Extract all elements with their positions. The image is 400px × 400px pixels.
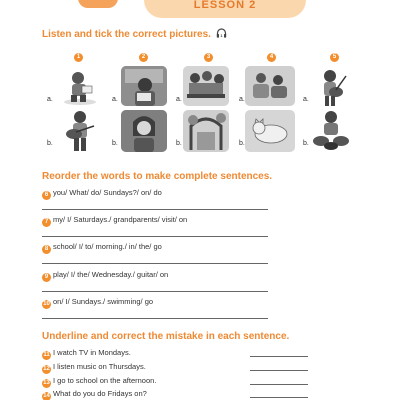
q4-a-label: a. [239, 96, 245, 103]
q2-a-picture[interactable] [121, 66, 167, 106]
q5-b-label: b. [303, 140, 309, 147]
section3-heading: Underline and correct the mistake in each sentence. [42, 331, 290, 342]
reorder-item-6 [42, 188, 162, 200]
reorder-item-10 [42, 297, 153, 309]
q1-a-picture[interactable] [60, 66, 98, 106]
mascot-tab [78, 0, 118, 8]
q3-a-picture[interactable] [183, 66, 229, 106]
item-number: 11 [43, 352, 50, 358]
girl-reading-picture-icon [121, 66, 167, 106]
answer-line-7[interactable] [42, 236, 268, 237]
section2-heading: Reorder the words to make complete sentences. [42, 171, 273, 182]
q4-b-label: b. [239, 140, 245, 147]
q5-b-picture[interactable] [311, 108, 351, 152]
reorder-item-9 [42, 270, 168, 282]
correct-item-14 [42, 389, 147, 400]
item-text: you/ What/ do/ Sundays?/ on/ do [53, 188, 162, 197]
audio-badge: 1 [220, 33, 223, 38]
item-text: on/ I/ Sundays./ swimming/ go [53, 297, 154, 306]
answer-line-6[interactable] [42, 209, 268, 210]
item-number: 14 [43, 393, 50, 399]
park-gate-icon [183, 110, 229, 152]
item-text[interactable]: I watch TV in Mondays. [53, 348, 131, 357]
q2-number: 2 [139, 53, 148, 62]
item-number: 6 [42, 191, 51, 200]
family-table-icon [183, 66, 229, 106]
girl-drums-icon [311, 108, 351, 152]
q4-b-picture[interactable] [245, 110, 295, 152]
girl-guitar-icon [312, 66, 350, 108]
correct-item-12 [42, 362, 146, 374]
section1-heading-text: Listen and tick the correct pictures. [42, 29, 211, 40]
q1-b-label: b. [47, 140, 53, 147]
item-text[interactable]: I go to school on the afternoon. [53, 376, 157, 385]
item-text: play/ I/ the/ Wednesday./ guitar/ on [53, 270, 169, 279]
q4-number: 4 [267, 53, 276, 62]
item-number: 9 [42, 273, 51, 282]
correct-item-13 [42, 376, 156, 388]
answer-line-11[interactable] [250, 356, 308, 357]
item-text: my/ I/ Saturdays./ grandparents/ visit/ on [53, 215, 188, 224]
answer-line-9[interactable] [42, 291, 268, 292]
audio-icon[interactable] [216, 28, 227, 42]
item-number: 13 [43, 380, 50, 386]
q1-number: 1 [74, 53, 83, 62]
q4-a-picture[interactable] [245, 66, 295, 106]
answer-line-10[interactable] [42, 318, 268, 319]
q5-a-label: a. [303, 96, 309, 103]
reorder-item-7 [42, 215, 187, 227]
answer-line-14[interactable] [250, 397, 308, 398]
q3-a-label: a. [176, 96, 182, 103]
correct-item-11 [42, 348, 131, 360]
cat-sleeping-icon [245, 110, 295, 152]
boy-guitar-icon [60, 108, 100, 154]
item-number: 10 [43, 301, 50, 307]
answer-line-8[interactable] [42, 263, 268, 264]
item-text[interactable]: What do you do Fridays on? [53, 389, 147, 398]
section1-heading [42, 28, 227, 42]
q3-b-label: b. [176, 140, 182, 147]
woman-phone-icon [121, 110, 167, 152]
answer-line-12[interactable] [250, 370, 308, 371]
lesson-banner [144, 0, 306, 18]
q5-a-picture[interactable] [312, 66, 350, 108]
answer-line-13[interactable] [250, 384, 308, 385]
q1-b-picture[interactable] [60, 108, 100, 154]
q3-number: 3 [204, 53, 213, 62]
lesson-title: LESSON 2 [193, 0, 257, 11]
boy-reading-icon [60, 66, 98, 106]
q3-b-picture[interactable] [183, 110, 229, 152]
q2-b-label: b. [112, 140, 118, 147]
q2-a-label: a. [112, 96, 118, 103]
q2-b-picture[interactable] [121, 110, 167, 152]
item-number: 7 [42, 218, 51, 227]
item-text: school/ I/ to/ morning./ in/ the/ go [53, 242, 162, 251]
people-sitting-icon [245, 66, 295, 106]
item-number: 12 [43, 366, 50, 372]
q5-number: 5 [330, 53, 339, 62]
reorder-item-8 [42, 242, 162, 254]
item-number: 8 [42, 245, 51, 254]
item-text[interactable]: I listen music on Thursdays. [53, 362, 146, 371]
q1-a-label: a. [47, 96, 53, 103]
